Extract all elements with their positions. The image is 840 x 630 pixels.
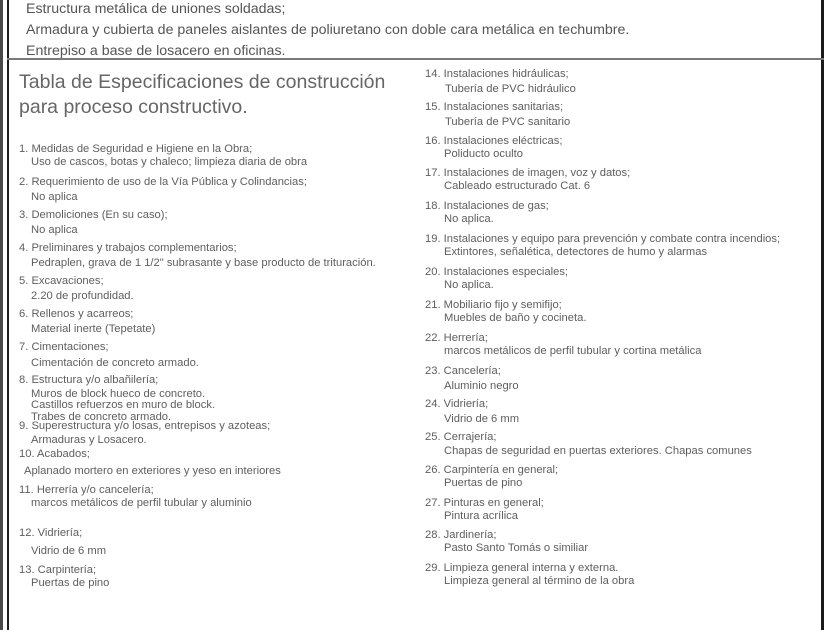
spec-item-heading: 26. Carpintería en general; — [425, 464, 559, 476]
spec-item-detail: Armaduras y Losacero. — [31, 433, 147, 446]
spec-item-detail: Cimentación de concreto armado. — [31, 356, 199, 369]
spec-item-heading: 27. Pinturas en general; — [425, 497, 544, 509]
top-note: Entrepiso a base de losacero en oficinas. — [26, 43, 286, 59]
spec-item-detail: Cableado estructurado Cat. 6 — [444, 179, 591, 192]
spec-item-detail: Uso de cascos, botas y chaleco; limpieza diaria de obra — [31, 155, 308, 168]
spec-item-detail: 2.20 de profundidad. — [31, 289, 134, 302]
spec-item-heading: 23. Cancelería; — [425, 365, 501, 377]
spec-item-detail: No aplica — [31, 223, 78, 236]
title-line-1: Tabla de Especificaciones de construcción — [19, 71, 386, 93]
spec-item — [19, 484, 252, 509]
spec-item — [19, 448, 281, 477]
spec-item-detail: Trabes de concreto armado. — [31, 410, 172, 423]
title-line-2: para proceso constructivo. — [19, 96, 248, 118]
spec-item — [425, 464, 558, 489]
spec-item-detail: Aluminio negro — [444, 379, 519, 392]
spec-item-heading: 12. Vidriería; — [19, 527, 83, 539]
spec-item — [425, 332, 701, 357]
spec-item — [19, 143, 307, 168]
spec-item-heading: 4. Preliminares y trabajos complementarios; — [19, 242, 237, 254]
frame-border-left-inner — [7, 0, 9, 630]
spec-item-detail: marcos metálicos de perfil tubular y aluminio — [31, 496, 252, 509]
spec-item-detail: Material inerte (Tepetate) — [31, 322, 156, 335]
spec-item-detail: Puertas de pino — [444, 476, 523, 489]
spec-item-detail: Pedraplen, grava de 1 1/2" subrasante y base producto de trituración. — [31, 256, 376, 269]
spec-item-heading: 28. Jardinería; — [425, 529, 497, 541]
spec-item — [425, 266, 568, 291]
spec-item — [19, 420, 270, 446]
top-note: Armadura y cubierta de paneles aislantes de poliuretano con doble cara metálica en techumbre. — [26, 22, 630, 38]
spec-item — [19, 341, 199, 369]
spec-item-heading: 14. Instalaciones hidráulicas; — [425, 68, 569, 80]
spec-item-detail: Chapas de seguridad en puertas exteriores. Chapas comunes — [444, 444, 752, 457]
spec-item — [19, 242, 376, 269]
spec-item-heading: 19. Instalaciones y equipo para prevención y combate contra incendios; — [425, 233, 781, 245]
spec-item-heading: 11. Herrería y/o cancelería; — [19, 484, 154, 496]
spec-item — [425, 398, 519, 425]
spec-item — [19, 209, 168, 236]
spec-item — [425, 200, 549, 225]
spec-item-heading: 10. Acabados; — [19, 448, 90, 460]
spec-item — [425, 431, 752, 457]
spec-item — [19, 374, 215, 423]
page-title — [19, 70, 409, 120]
spec-item-detail: Vidrio de 6 mm — [31, 544, 107, 557]
spec-item-heading: 25. Cerrajería; — [425, 431, 497, 443]
spec-item-heading: 2. Requerimiento de uso de la Vía Pública y Colindancias; — [19, 176, 307, 188]
spec-item-heading: 18. Instalaciones de gas; — [425, 200, 549, 212]
spec-item-heading: 15. Instalaciones sanitarias; — [425, 101, 564, 113]
spec-item-detail: Tubería de PVC hidráulico — [445, 82, 576, 95]
spec-item — [425, 233, 780, 258]
spec-item-heading: 1. Medidas de Seguridad e Higiene en la Obra; — [19, 143, 253, 155]
spec-item-detail: Limpieza general al término de la obra — [444, 574, 635, 587]
spec-item-heading: 16. Instalaciones eléctricas; — [425, 135, 563, 147]
spec-item — [425, 101, 570, 128]
top-notes — [26, 0, 816, 62]
spec-item — [19, 275, 134, 302]
spec-item-heading: 5. Excavaciones; — [19, 275, 104, 287]
spec-item-detail: Tubería de PVC sanitario — [445, 115, 571, 128]
spec-item — [19, 564, 109, 589]
spec-item-heading: 8. Estructura y/o albañilería; — [19, 374, 159, 386]
spec-item-heading: 24. Vidriería; — [425, 398, 489, 410]
spec-item-heading: 20. Instalaciones especiales; — [425, 266, 569, 278]
spec-item — [425, 365, 519, 392]
spec-item-detail: Muros de block hueco de concreto. — [31, 387, 206, 400]
spec-item-heading: 17. Instalaciones de imagen, voz y datos; — [425, 167, 631, 179]
spec-item-detail: No aplica — [31, 190, 78, 203]
spec-item-heading: 13. Carpintería; — [19, 564, 97, 576]
spec-item-detail: Castillos refuerzos en muro de block. — [31, 399, 216, 411]
spec-item — [425, 529, 588, 554]
spec-item-heading: 21. Mobiliario fijo y semifijo; — [425, 299, 562, 311]
top-note: Estructura metálica de uniones soldadas; — [26, 1, 286, 17]
spec-item-heading: 7. Cimentaciones; — [19, 341, 109, 353]
spec-item-detail: No aplica. — [444, 278, 494, 291]
spec-item-heading: 6. Rellenos y acarreos; — [19, 308, 134, 320]
spec-item — [425, 167, 630, 192]
spec-item — [19, 527, 106, 557]
frame-border-left-outer — [0, 0, 3, 630]
spec-item — [425, 562, 634, 587]
spec-item — [425, 135, 562, 160]
frame-border-right — [821, 0, 824, 630]
spec-item-detail: Aplanado mortero en exteriores y yeso en interiores — [24, 464, 281, 477]
spec-item-heading: 22. Herrería; — [425, 332, 488, 344]
spec-item-detail: marcos metálicos de perfil tubular y cortina metálica — [444, 344, 702, 357]
spec-item-detail: Pasto Santo Tomás o similiar — [444, 541, 589, 554]
spec-item — [19, 176, 307, 203]
spec-item — [425, 299, 586, 324]
spec-item-detail: Vidrio de 6 mm — [444, 412, 520, 425]
spec-item-detail: Poliducto oculto — [444, 147, 523, 160]
spec-item-heading: 9. Superestructura y/o losas, entrepisos y azoteas; — [19, 420, 271, 432]
spec-item — [425, 497, 544, 522]
spec-item-detail: Puertas de pino — [31, 576, 110, 589]
spec-item-detail: Pintura acrílica — [444, 509, 518, 522]
spec-item — [425, 68, 576, 95]
spec-item-heading: 29. Limpieza general interna y externa. — [425, 562, 619, 574]
spec-item-heading: 3. Demoliciones (En su caso); — [19, 209, 168, 221]
spec-item — [19, 308, 155, 335]
spec-item-detail: Extintores, señalética, detectores de humo y alarmas — [444, 245, 708, 258]
spec-item-detail: No aplica. — [444, 212, 494, 225]
spec-item-detail: Muebles de baño y cocineta. — [444, 311, 587, 324]
